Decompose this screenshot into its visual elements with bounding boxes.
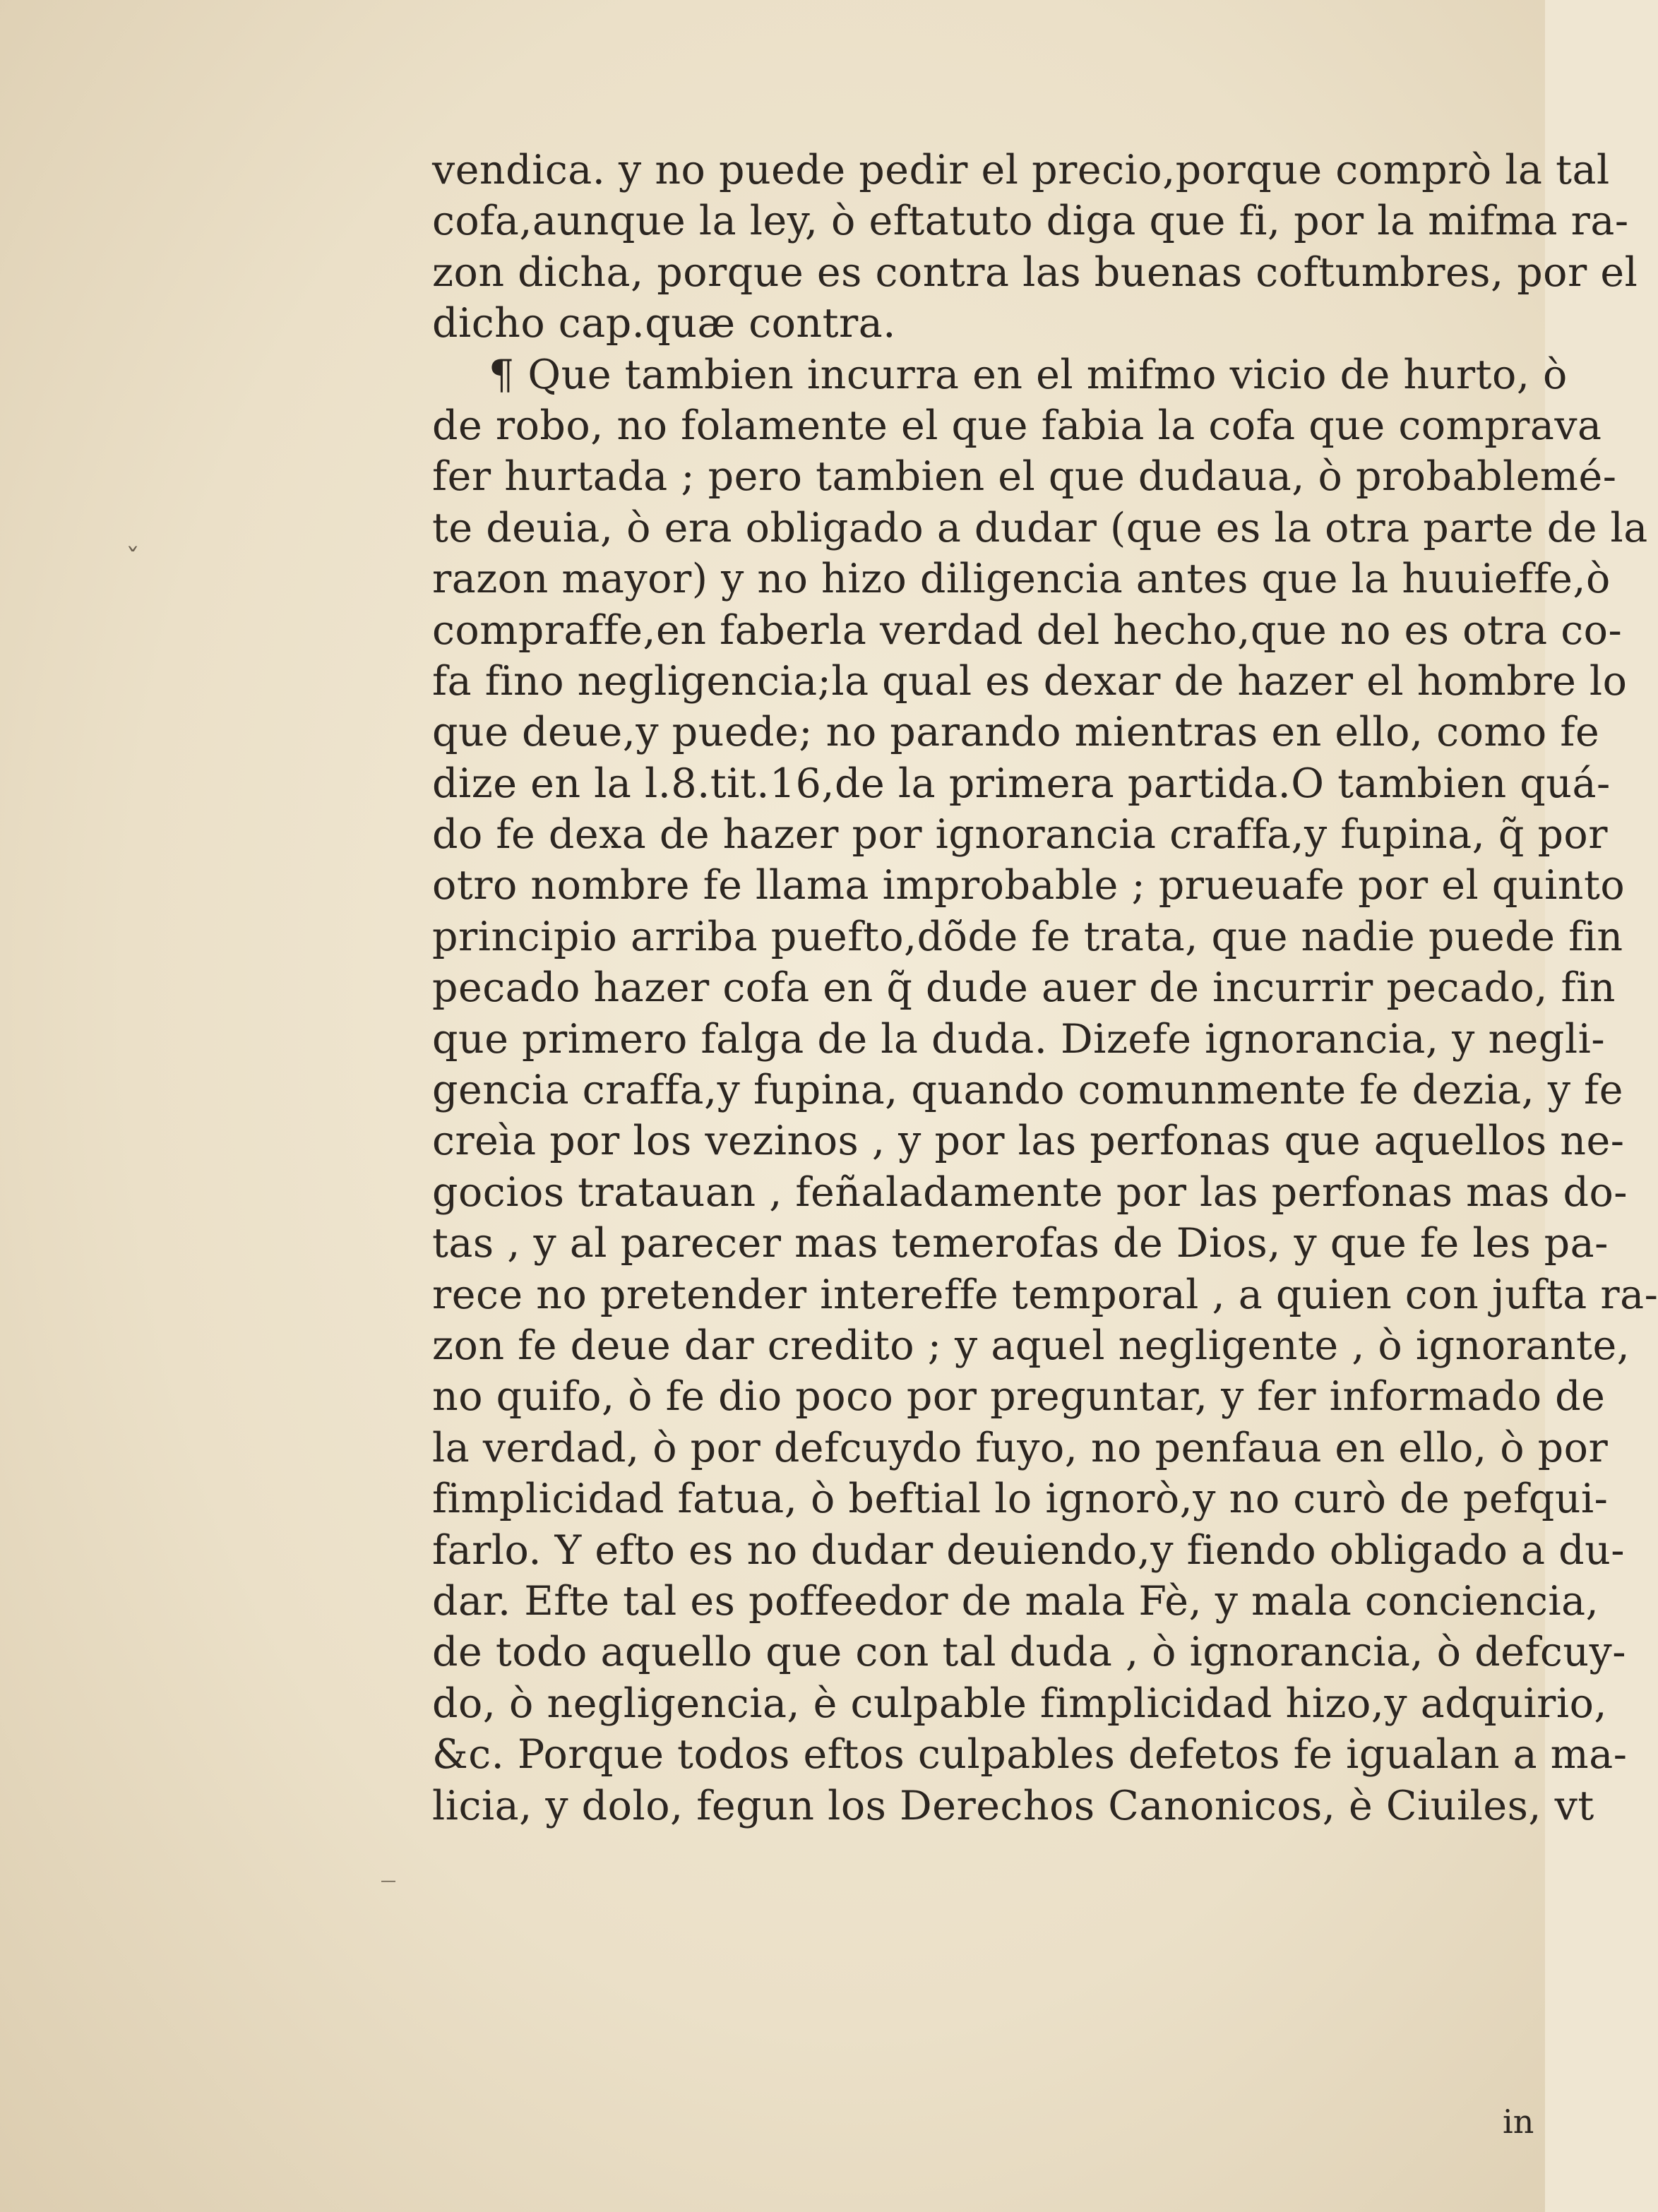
text-line: te deuia, ò era obligado a dudar (que es la otra parte de la (432, 504, 1648, 551)
paragraph-start-line: ¶ Que tambien incurra en el mifmo vicio de hurto, ò (489, 351, 1568, 398)
text-line: que primero falga de la duda. Dizefe ignorancia, y negli- (432, 1015, 1606, 1063)
text-line: gencia craffa,y fupina, quando comunmente fe dezia, y fe (432, 1067, 1623, 1114)
text-line: dize en la l.8.tit.16,de la primera partida.O tambien quá- (432, 760, 1611, 807)
text-line: fimplicidad fatua, ò beftial lo ignorò,y no curò de pefqui- (432, 1476, 1609, 1523)
text-line: do fe dexa de hazer por ignorancia craffa,y fupina, q̃ por (432, 811, 1608, 859)
text-line: &c. Porque todos eftos culpables defetos fe igualan a ma- (432, 1731, 1628, 1778)
text-line: compraffe,en faberla verdad del hecho,que no es otra co- (432, 606, 1623, 654)
text-line: razon mayor) y no hizo diligencia antes que la huuieffe,ò (432, 556, 1611, 603)
text-line: do, ò negligencia, è culpable fimplicidad hizo,y adquirio, (432, 1680, 1608, 1727)
margin-mark-1: ˇ (126, 544, 140, 576)
body-text (432, 145, 1658, 1831)
text-line: gocios tratauan , feñaladamente por las perfonas mas do- (432, 1168, 1628, 1216)
text-line: de todo aquello que con tal duda , ò ignorancia, ò defcuy- (432, 1629, 1627, 1676)
text-line: otro nombre fe llama improbable ; prueuafe por el quinto (432, 862, 1626, 909)
text-line: la verdad, ò por defcuydo fuyo, no penfaua en ello, ò por (432, 1424, 1609, 1471)
text-line: dicho cap.quæ contra. (432, 300, 896, 347)
text-line: pecado hazer cofa en q̃ dude auer de incurrir pecado, fin (432, 964, 1616, 1012)
text-line: dar. Efte tal es poffeedor de mala Fè, y mala conciencia, (432, 1577, 1599, 1625)
text-line: zon fe deue dar credito ; y aquel negligente , ò ignorante, (432, 1322, 1630, 1369)
text-line: rece no pretender intereffe temporal , a quien con jufta ra- (432, 1271, 1658, 1318)
text-line: principio arriba puefto,dõde fe trata, que nadie puede fin (432, 913, 1623, 960)
text-line: no quifo, ò fe dio poco por preguntar, y fer informado de (432, 1373, 1606, 1421)
text-line: de robo, no folamente el que fabia la cofa que comprava (432, 402, 1602, 449)
text-line: creìa por los vezinos , y por las perfonas que aquellos ne- (432, 1118, 1625, 1165)
text-line: licia, y dolo, fegun los Derechos Canonicos, è Ciuiles, vt (432, 1782, 1594, 1829)
text-line: vendica. y no puede pedir el precio,porque comprò la tal (432, 147, 1610, 193)
text-line: farlo. Y efto es no dudar deuiendo,y fiendo obligado a du- (432, 1526, 1626, 1574)
margin-mark-2: _ (381, 1850, 395, 1882)
text-line: tas , y al parecer mas temerofas de Dios, y que fe les pa- (432, 1220, 1609, 1267)
text-line: fa fino negligencia;la qual es dexar de hazer el hombre lo (432, 657, 1628, 705)
text-line: que deue,y puede; no parando mientras en ello, como fe (432, 709, 1600, 756)
text-line: fer hurtada ; pero tambien el que dudaua, ò probablemé- (432, 453, 1617, 501)
text-line: cofa,aunque la ley, ò eftatuto diga que fi, por la mifma ra- (432, 198, 1629, 245)
catchword: in (1503, 2103, 1534, 2141)
text-line: zon dicha, porque es contra las buenas coftumbres, por el (432, 249, 1638, 296)
